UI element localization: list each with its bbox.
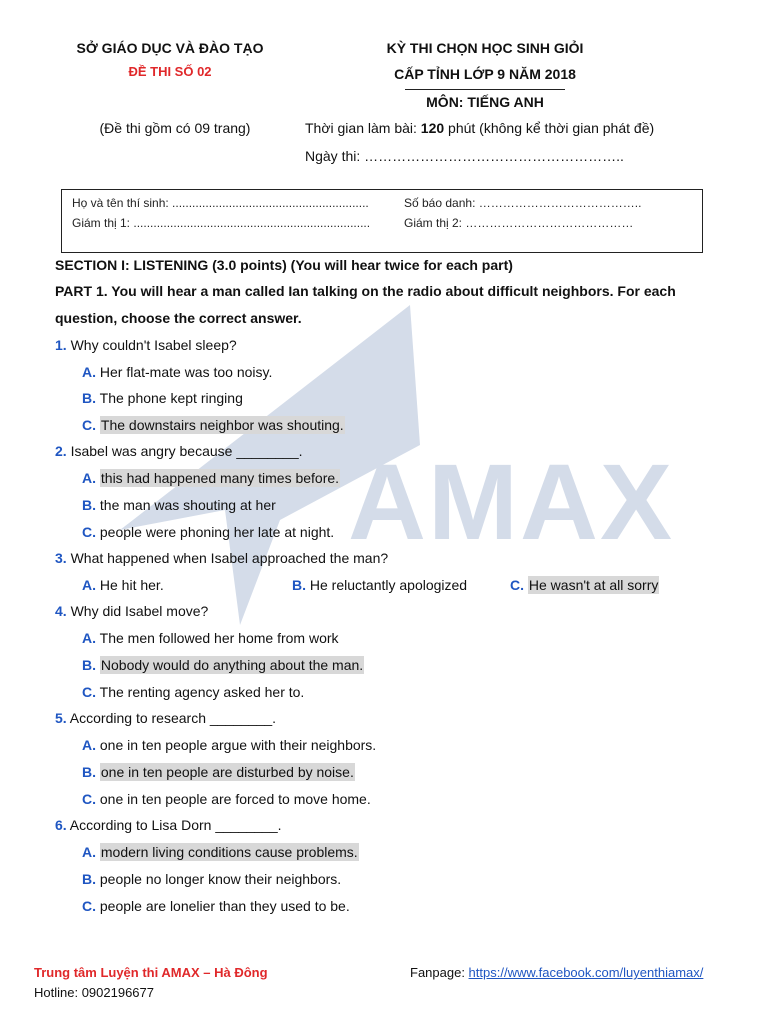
exam-code: ĐỀ THI SỐ 02 — [128, 64, 212, 79]
option-label: A. — [82, 470, 96, 486]
question-text: According to research ________. — [66, 710, 277, 726]
question-text: Isabel was angry because ________. — [66, 443, 303, 459]
option-text-highlighted: He wasn't at all sorry — [528, 577, 659, 593]
q6-option-b — [82, 871, 341, 887]
q1-option-a — [82, 364, 272, 380]
page-count-note: (Đề thi gồm có 09 trang) — [99, 120, 251, 136]
option-text: He hit her. — [99, 577, 164, 593]
option-label: B. — [82, 390, 96, 406]
option-label: A. — [82, 844, 96, 860]
question-6 — [55, 817, 282, 833]
question-text: What happened when Isabel approached the man? — [66, 550, 389, 566]
candidate-info-box — [61, 189, 703, 253]
question-4 — [55, 603, 208, 619]
exam-date: Ngày thi: ……………………………………………….. — [305, 148, 624, 164]
part-instructions-line1: PART 1. You will hear a man called Ian talking on the radio about difficult neighbors. For each — [55, 283, 676, 299]
option-text-highlighted: one in ten people are disturbed by noise. — [100, 764, 354, 780]
option-label: B. — [82, 764, 96, 780]
option-text: He reluctantly apologized — [309, 577, 468, 593]
exam-title: KỲ THI CHỌN HỌC SINH GIỎI — [386, 40, 584, 56]
question-3 — [55, 550, 388, 566]
option-label: A. — [82, 737, 96, 753]
q1-option-c — [82, 417, 345, 433]
option-text: The renting agency asked her to. — [99, 684, 305, 700]
section-heading: SECTION I: LISTENING (3.0 points) (You will hear twice for each part) — [55, 257, 513, 273]
question-number: 1. — [55, 337, 67, 353]
option-text: people are lonelier than they used to be. — [99, 898, 350, 914]
q3-option-c — [510, 577, 659, 593]
header-divider — [405, 89, 565, 90]
option-text: people were phoning her late at night. — [99, 524, 335, 540]
time-prefix: Thời gian làm bài: — [305, 120, 421, 136]
option-text-highlighted: The downstairs neighbor was shouting. — [100, 417, 344, 433]
option-label: C. — [82, 524, 96, 540]
subject-title: MÔN: TIẾNG ANH — [426, 94, 544, 110]
time-line — [305, 118, 654, 138]
footer-center-name: Trung tâm Luyện thi AMAX – Hà Đông — [34, 965, 268, 980]
option-label: A. — [82, 630, 96, 646]
option-text: Her flat-mate was too noisy. — [99, 364, 273, 380]
question-text: Why did Isabel move? — [66, 603, 209, 619]
option-text: The phone kept ringing — [99, 390, 243, 406]
option-text-highlighted: this had happened many times before. — [100, 470, 340, 486]
supervisor-1-field: Giám thị 1: ....................................................................... — [72, 216, 371, 230]
q1-option-b — [82, 390, 243, 406]
q4-option-b — [82, 657, 364, 673]
q2-option-b — [82, 497, 276, 513]
fanpage-link[interactable]: https://www.facebook.com/luyenthiamax/ — [468, 965, 704, 980]
question-number: 4. — [55, 603, 67, 619]
question-number: 5. — [55, 710, 67, 726]
q6-option-a — [82, 844, 359, 860]
option-label: C. — [82, 417, 96, 433]
option-label: C. — [510, 577, 524, 593]
question-number: 3. — [55, 550, 67, 566]
supervisor-2-field: Giám thị 2: …………………………………… — [404, 216, 634, 230]
question-1 — [55, 337, 237, 353]
option-text: one in ten people are forced to move home. — [99, 791, 371, 807]
q2-option-c — [82, 524, 334, 540]
option-label: C. — [82, 898, 96, 914]
option-label: C. — [82, 791, 96, 807]
question-text: According to Lisa Dorn ________. — [66, 817, 282, 833]
option-label: B. — [292, 577, 306, 593]
candidate-name-field: Họ và tên thí sinh: ........................................................... — [72, 196, 369, 210]
footer-fanpage — [410, 965, 703, 980]
option-text: the man was shouting at her — [99, 497, 276, 513]
option-text-highlighted: modern living conditions cause problems. — [100, 844, 358, 860]
q4-option-c — [82, 684, 304, 700]
part-instructions-line2: question, choose the correct answer. — [55, 310, 302, 326]
exam-level: CẤP TỈNH LỚP 9 NĂM 2018 — [394, 66, 576, 82]
question-number: 2. — [55, 443, 67, 459]
time-suffix: phút (không kể thời gian phát đề) — [444, 120, 655, 136]
q2-option-a — [82, 470, 340, 486]
q6-option-c — [82, 898, 350, 914]
q5-option-b — [82, 764, 355, 780]
question-number: 6. — [55, 817, 67, 833]
option-text: people no longer know their neighbors. — [99, 871, 342, 887]
watermark-text: AMAX — [348, 441, 674, 562]
option-text: The men followed her home from work — [99, 630, 339, 646]
q5-option-c — [82, 791, 371, 807]
q3-option-a — [82, 577, 164, 593]
option-text: one in ten people argue with their neighbors. — [99, 737, 377, 753]
option-label: C. — [82, 684, 96, 700]
time-value: 120 — [420, 120, 445, 136]
fanpage-label: Fanpage: — [410, 965, 469, 980]
footer-hotline: Hotline: 0902196677 — [34, 985, 154, 1000]
department-title: SỞ GIÁO DỤC VÀ ĐÀO TẠO — [76, 40, 264, 56]
question-text: Why couldn't Isabel sleep? — [66, 337, 237, 353]
option-label: B. — [82, 657, 96, 673]
option-label: B. — [82, 497, 96, 513]
option-label: A. — [82, 364, 96, 380]
q3-option-b — [292, 577, 467, 593]
question-2 — [55, 443, 303, 459]
q4-option-a — [82, 630, 339, 646]
option-text-highlighted: Nobody would do anything about the man. — [100, 657, 364, 673]
option-label: A. — [82, 577, 96, 593]
q5-option-a — [82, 737, 376, 753]
option-label: B. — [82, 871, 96, 887]
question-5 — [55, 710, 276, 726]
candidate-number-field: Số báo danh: ………………………………….. — [404, 196, 642, 210]
